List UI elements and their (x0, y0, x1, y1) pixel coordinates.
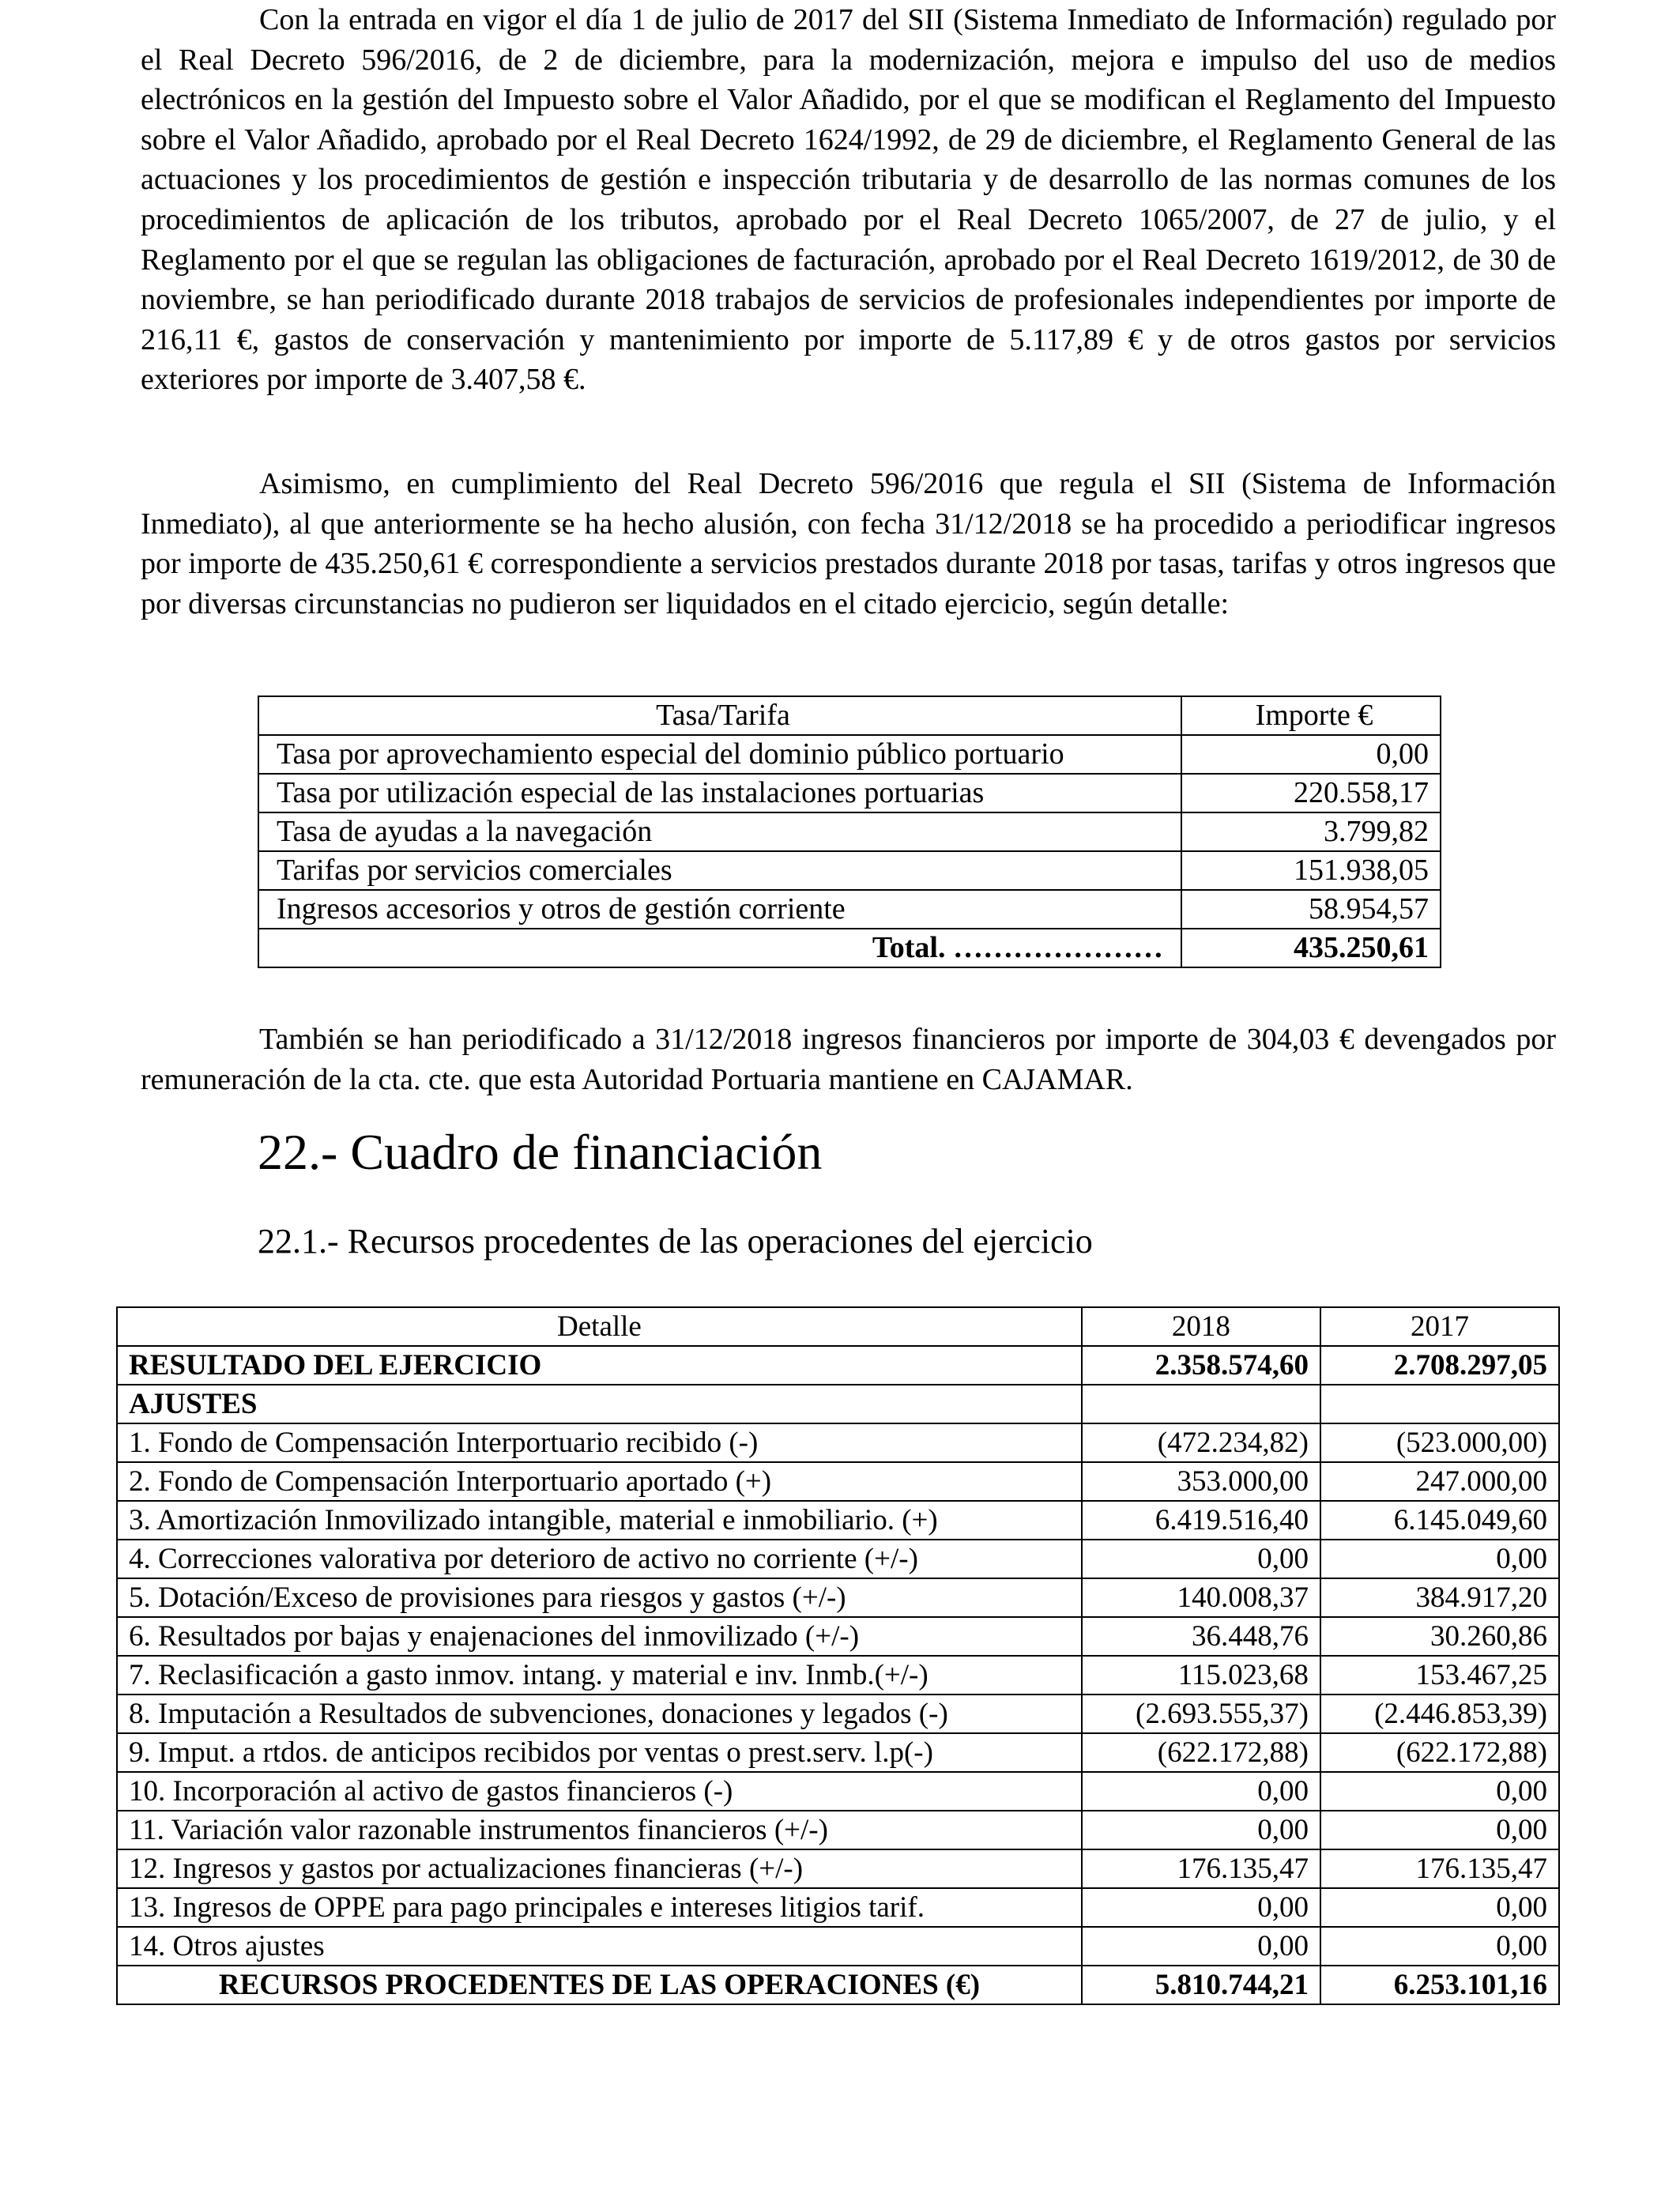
ajuste-2018: 353.000,00 (1082, 1462, 1320, 1501)
table-row (117, 1772, 1559, 1811)
total-label: Total. ………………… (258, 929, 1181, 967)
ajuste-2017: (523.000,00) (1320, 1423, 1559, 1462)
ajuste-2017: 247.000,00 (1320, 1462, 1559, 1501)
recursos-operaciones-table (116, 1306, 1560, 2005)
ajuste-2018: 115.023,68 (1082, 1656, 1320, 1695)
ajuste-2018: (622.172,88) (1082, 1733, 1320, 1772)
header-2017: 2017 (1320, 1307, 1559, 1346)
ajuste-2018: 0,00 (1082, 1927, 1320, 1966)
tasa-importe: 0,00 (1181, 735, 1441, 774)
recursos-total-label: RECURSOS PROCEDENTES DE LAS OPERACIONES (€) (117, 1966, 1082, 2004)
table-row (117, 1578, 1559, 1617)
tasa-importe: 58.954,57 (1181, 890, 1441, 929)
table-row (258, 774, 1441, 812)
table-row (258, 851, 1441, 890)
ajuste-2018: (472.234,82) (1082, 1423, 1320, 1462)
table-row (117, 1695, 1559, 1733)
table-row (117, 1617, 1559, 1656)
table-row (117, 1656, 1559, 1695)
tasa-concepto: Tarifas por servicios comerciales (258, 851, 1181, 890)
resultado-label: RESULTADO DEL EJERCICIO (117, 1346, 1082, 1385)
ajuste-2017: 0,00 (1320, 1888, 1559, 1927)
ajuste-2017: (2.446.853,39) (1320, 1695, 1559, 1733)
ajuste-label: 4. Correcciones valorativa por deterioro de activo no corriente (+/-) (117, 1540, 1082, 1578)
ajuste-label: 10. Incorporación al activo de gastos financieros (-) (117, 1772, 1082, 1811)
paragraph-ingresos-financieros: También se han periodificado a 31/12/2018 ingresos financieros por importe de 304,03 € devengados por remuneración de la cta. cte. que esta Autoridad Portuaria mantiene en CAJAMAR. (141, 1023, 1556, 1096)
table-row (117, 1927, 1559, 1966)
tasa-importe: 220.558,17 (1181, 774, 1441, 812)
header-2018: 2018 (1082, 1307, 1320, 1346)
ajuste-label: 3. Amortización Inmovilizado intangible, material e inmobiliario. (+) (117, 1501, 1082, 1540)
table-header-row (258, 696, 1441, 735)
ajustes-row (117, 1385, 1559, 1423)
ajuste-2018: 140.008,37 (1082, 1578, 1320, 1617)
tasa-concepto: Tasa por aprovechamiento especial del dominio público portuario (258, 735, 1181, 774)
ajustes-label: AJUSTES (117, 1385, 1082, 1423)
resultado-2018: 2.358.574,60 (1082, 1346, 1320, 1385)
ajuste-label: 14. Otros ajustes (117, 1927, 1082, 1966)
recursos-total-2018: 5.810.744,21 (1082, 1966, 1320, 2004)
ajuste-2017: 0,00 (1320, 1927, 1559, 1966)
ajuste-2017: 0,00 (1320, 1811, 1559, 1849)
ajuste-2017: 0,00 (1320, 1540, 1559, 1578)
table-row (117, 1733, 1559, 1772)
header-tasa-tarifa: Tasa/Tarifa (258, 696, 1181, 735)
table-row (117, 1811, 1559, 1849)
ajuste-2017: 176.135,47 (1320, 1849, 1559, 1888)
table-row (117, 1540, 1559, 1578)
ajuste-2018: (2.693.555,37) (1082, 1695, 1320, 1733)
ajuste-2017: 0,00 (1320, 1772, 1559, 1811)
ajuste-2018: 36.448,76 (1082, 1617, 1320, 1656)
ajustes-2018 (1082, 1385, 1320, 1423)
ajuste-2017: 153.467,25 (1320, 1656, 1559, 1695)
recursos-total-2017: 6.253.101,16 (1320, 1966, 1559, 2004)
table-total-row (258, 929, 1441, 967)
ajuste-label: 7. Reclasificación a gasto inmov. intang. y material e inv. Inmb.(+/-) (117, 1656, 1082, 1695)
ajuste-2017: 30.260,86 (1320, 1617, 1559, 1656)
paragraph-sii-periodificacion-ingresos: Asimismo, en cumplimiento del Real Decreto 596/2016 que regula el SII (Sistema de Información Inmediato), al que anteriormente se ha hecho alusión, con fecha 31/12/2018 se ha procedido a periodificar ingresos por importe de 435.250,61 € correspondiente a servicios prestados durante 2018 por tasas, tarifas y otros ingresos que por diversas circunstancias no pudieron ser liquidados en el citado ejercicio, según detalle: (141, 467, 1556, 620)
table-row (117, 1501, 1559, 1540)
table-row (117, 1849, 1559, 1888)
ajuste-2017: (622.172,88) (1320, 1733, 1559, 1772)
ajuste-label: 13. Ingresos de OPPE para pago principales e intereses litigios tarif. (117, 1888, 1082, 1927)
paragraph-sii-periodificacion-gastos: Con la entrada en vigor el día 1 de julio de 2017 del SII (Sistema Inmediato de Información) regulado por el Real Decreto 596/2016, de 2 de diciembre, para la modernización, mejora e impulso del uso de medios electrónicos en la gestión del Impuesto sobre el Valor Añadido, por el que se modifican el Reglamento del Impuesto sobre el Valor Añadido, aprobado por el Real Decreto 1624/1992, de 29 de diciembre, el Reglamento General de las actuaciones y los procedimientos de gestión e inspección tributaria y de desarrollo de las normas comunes de los procedimientos de aplicación de los tributos, aprobado por el Real Decreto 1065/2007, de 27 de julio, y el Reglamento por el que se regulan las obligaciones de facturación, aprobado por el Real Decreto 1619/2012, de 30 de noviembre, se han periodificado durante 2018 trabajos de servicios de profesionales independientes por importe de 216,11 €, gastos de conservación y mantenimiento por importe de 5.117,89 € y de otros gastos por servicios exteriores por importe de 3.407,58 €. (141, 3, 1556, 397)
ajuste-2018: 176.135,47 (1082, 1849, 1320, 1888)
ajuste-label: 6. Resultados por bajas y enajenaciones del inmovilizado (+/-) (117, 1617, 1082, 1656)
resultado-row (117, 1346, 1559, 1385)
ajustes-2017 (1320, 1385, 1559, 1423)
ajuste-2018: 6.419.516,40 (1082, 1501, 1320, 1540)
ajuste-label: 8. Imputación a Resultados de subvenciones, donaciones y legados (-) (117, 1695, 1082, 1733)
ajuste-label: 12. Ingresos y gastos por actualizaciones financieras (+/-) (117, 1849, 1082, 1888)
ajuste-2018: 0,00 (1082, 1811, 1320, 1849)
table-total-row (117, 1966, 1559, 2004)
tasa-importe: 151.938,05 (1181, 851, 1441, 890)
ajuste-2018: 0,00 (1082, 1540, 1320, 1578)
total-importe: 435.250,61 (1181, 929, 1441, 967)
ajuste-label: 2. Fondo de Compensación Interportuario aportado (+) (117, 1462, 1082, 1501)
ajuste-label: 1. Fondo de Compensación Interportuario recibido (-) (117, 1423, 1082, 1462)
ajuste-2017: 384.917,20 (1320, 1578, 1559, 1617)
table-row (117, 1423, 1559, 1462)
tasa-importe: 3.799,82 (1181, 812, 1441, 851)
ajuste-2017: 6.145.049,60 (1320, 1501, 1559, 1540)
tasa-concepto: Tasa de ayudas a la navegación (258, 812, 1181, 851)
section-subtitle: 22.1.- Recursos procedentes de las operaciones del ejercicio (258, 1222, 1093, 1261)
table-row (117, 1462, 1559, 1501)
header-detalle: Detalle (117, 1307, 1082, 1346)
ajuste-label: 9. Imput. a rtdos. de anticipos recibidos por ventas o prest.serv. l.p(-) (117, 1733, 1082, 1772)
tasas-tarifas-table (258, 696, 1441, 968)
ajuste-2018: 0,00 (1082, 1888, 1320, 1927)
tasa-concepto: Tasa por utilización especial de las instalaciones portuarias (258, 774, 1181, 812)
table-header-row (117, 1307, 1559, 1346)
table-row (258, 890, 1441, 929)
table-row (258, 812, 1441, 851)
tasa-concepto: Ingresos accesorios y otros de gestión corriente (258, 890, 1181, 929)
ajuste-2018: 0,00 (1082, 1772, 1320, 1811)
table-row (117, 1888, 1559, 1927)
ajuste-label: 11. Variación valor razonable instrumentos financieros (+/-) (117, 1811, 1082, 1849)
section-title: 22.- Cuadro de financiación (258, 1124, 823, 1180)
ajuste-label: 5. Dotación/Exceso de provisiones para riesgos y gastos (+/-) (117, 1578, 1082, 1617)
header-importe: Importe € (1181, 696, 1441, 735)
resultado-2017: 2.708.297,05 (1320, 1346, 1559, 1385)
table-row (258, 735, 1441, 774)
